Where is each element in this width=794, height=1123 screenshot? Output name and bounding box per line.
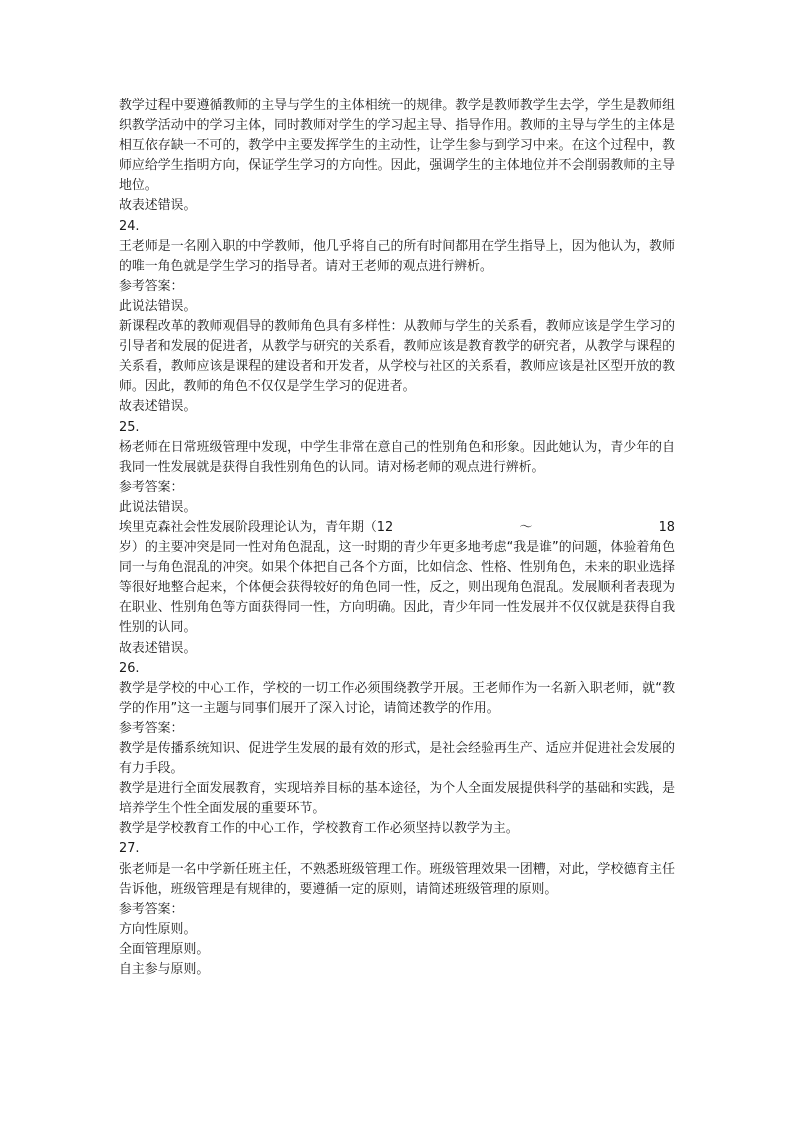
- q27-point-3: 自主参与原则。: [119, 962, 210, 978]
- q25-question: 杨老师在日常班级管理中发现，中学生非常在意自己的性别角色和形象。因此她认为，青少年的自我同一性发展就是获得自我性别角色的认同。请对杨老师的观点进行辨析。: [119, 439, 675, 475]
- q26-point-2: 教学是进行全面发展教育，实现培养目标的基本途径，为个人全面发展提供科学的基础和实践，是培养学生个性全面发展的重要环节。: [119, 781, 675, 817]
- q24-verdict: 此说法错误。: [119, 298, 197, 314]
- q26-answer-label: 参考答案：: [119, 720, 184, 736]
- q27-point-1: 方向性原则。: [119, 921, 197, 937]
- q25-range-left: 埃里克森社会性发展阶段理论认为，青年期（12: [119, 519, 394, 535]
- q27-number: 27.: [119, 841, 140, 857]
- q23-conclusion: 故表述错误。: [119, 198, 197, 214]
- q27-question: 张老师是一名中学新任班主任，不熟悉班级管理工作。班级管理效果一团糟，对此，学校德育主任告诉他，班级管理是有规律的，要遵循一定的原则，请简述班级管理的原则。: [119, 861, 675, 897]
- q24-answer-label: 参考答案：: [119, 278, 184, 294]
- q23-answer-text: 教学过程中要遵循教师的主导与学生的主体相统一的规律。教学是教师教学生去学，学生是教师组织教学活动中的学习主体，同时教师对学生的学习起主导、指导作用。教师的主导与学生的主体是相互依存缺一不可的，教学中主要发挥学生的主动性，让学生参与到学习中来。在这个过程中，教师应给学生指明方向，保证学生学习的方向性。因此，强调学生的主体地位并不会削弱教师的主导地位。: [119, 98, 675, 194]
- q24-number: 24.: [119, 218, 140, 234]
- q24-answer-text: 新课程改革的教师观倡导的教师角色具有多样性：从教师与学生的关系看，教师应该是学生学习的引导者和发展的促进者，从教学与研究的关系看，教师应该是教育教学的研究者，从教学与课程的关系看，教师应该是课程的建设者和开发者，从学校与社区的关系看，教师应该是社区型开放的教师。因此，教师的角色不仅仅是学生学习的促进者。: [119, 319, 675, 395]
- q25-answer-text: 岁）的主要冲突是同一性对角色混乱，这一时期的青少年更多地考虑“我是谁”的问题，体验着角色同一与角色混乱的冲突。如果个体把自己各个方面，比如信念、性格、性别角色，未来的职业选择等很好地整合起来，个体便会获得较好的角色同一性，反之，则出现角色混乱。发展顺利者表现为在职业、性别角色等方面获得同一性，方向明确。因此，青少年同一性发展并不仅仅就是获得自我性别的认同。: [119, 540, 675, 636]
- q25-range-right: 18: [658, 519, 675, 535]
- q25-number: 25.: [119, 419, 140, 435]
- q25-verdict: 此说法错误。: [119, 499, 197, 515]
- q26-point-1: 教学是传播系统知识、促进学生发展的最有效的形式，是社会经验再生产、适应并促进社会发展的有力手段。: [119, 741, 675, 777]
- q27-answer-label: 参考答案：: [119, 901, 184, 917]
- q26-number: 26.: [119, 660, 140, 676]
- q26-point-3: 教学是学校教育工作的中心工作，学校教育工作必须坚持以教学为主。: [119, 821, 519, 837]
- q26-question: 教学是学校的中心工作，学校的一切工作必须围绕教学开展。王老师作为一名新入职老师，就“教学的作用”这一主题与同事们展开了深入讨论，请简述教学的作用。: [119, 680, 675, 716]
- q24-question: 王老师是一名刚入职的中学教师，他几乎将自己的所有时间都用在学生指导上，因为他认为，教师的唯一角色就是学生学习的指导者。请对王老师的观点进行辨析。: [119, 238, 675, 274]
- document-page: [119, 96, 675, 980]
- q25-range-line: [119, 518, 675, 538]
- q25-conclusion: 故表述错误。: [119, 640, 197, 656]
- q24-conclusion: 故表述错误。: [119, 399, 197, 415]
- q25-range-mid: ～: [519, 519, 533, 535]
- q25-answer-label: 参考答案：: [119, 479, 184, 495]
- q27-point-2: 全面管理原则。: [119, 941, 210, 957]
